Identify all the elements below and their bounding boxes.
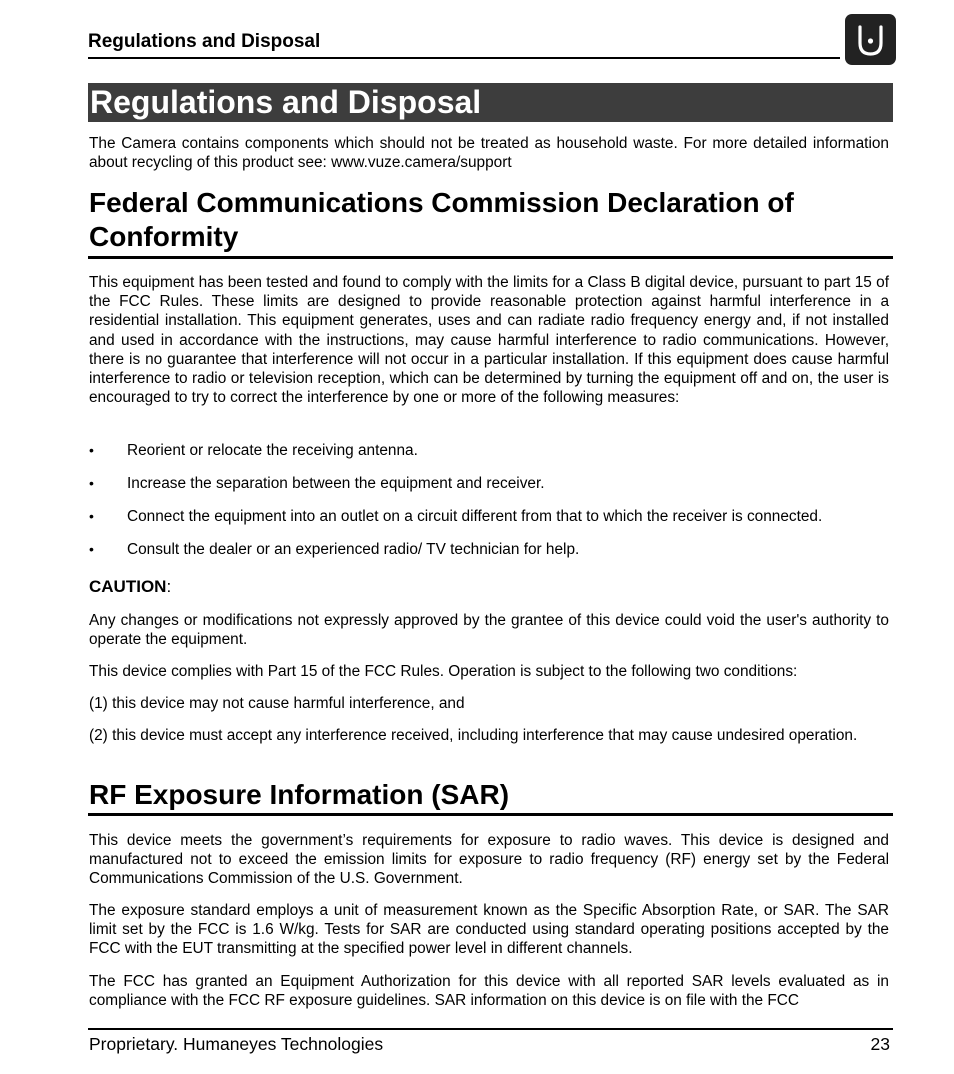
bullet-icon: • bbox=[89, 475, 94, 491]
caution-label bbox=[89, 577, 171, 597]
caution-word: CAUTION bbox=[89, 577, 167, 596]
rf-paragraph-1: This device meets the government’s requirements for exposure to radio waves. This device is designed and manufactured not to exceed the emission limits for exposure to radio frequency (RF) energy set by the Federal Communications Commission of the U.S. Government. bbox=[89, 832, 889, 888]
list-item-text: Increase the separation between the equipment and receiver. bbox=[127, 475, 545, 492]
compliance-paragraph: This device complies with Part 15 of the FCC Rules. Operation is subject to the following two conditions: bbox=[89, 663, 798, 680]
caution-colon: : bbox=[166, 577, 172, 596]
fcc-heading-rule bbox=[88, 256, 893, 259]
intro-paragraph: The Camera contains components which should not be treated as household waste. For more detailed information about recycling of this product see: www.vuze.camera/support bbox=[89, 135, 889, 172]
rf-paragraph-2: The exposure standard employs a unit of measurement known as the Specific Absorption Rate, or SAR. The SAR limit set by the FCC is 1.6 W/kg. Tests for SAR are conducted using standard operating positions accepted by the FCC with the EUT transmitting at the specified power level in different channels. bbox=[89, 902, 889, 958]
rf-heading-rule bbox=[88, 813, 893, 816]
page-number: 23 bbox=[870, 1034, 890, 1054]
section-title: Regulations and Disposal bbox=[88, 83, 893, 122]
condition-1: (1) this device may not cause harmful interference, and bbox=[89, 695, 465, 712]
caution-paragraph: Any changes or modifications not expressly approved by the grantee of this device could void the user's authority to operate the equipment. bbox=[89, 612, 889, 649]
running-header: Regulations and Disposal bbox=[88, 30, 840, 59]
list-item-text: Connect the equipment into an outlet on a circuit different from that to which the receiver is connected. bbox=[127, 508, 823, 525]
rf-heading: RF Exposure Information (SAR) bbox=[89, 779, 510, 810]
vuze-logo-icon bbox=[845, 14, 896, 65]
fcc-heading: Federal Communications Commission Declaration of Conformity bbox=[89, 187, 794, 252]
list-item-text: Consult the dealer or an experienced radio/ TV technician for help. bbox=[127, 541, 580, 558]
bullet-icon: • bbox=[89, 442, 94, 458]
footer-rule bbox=[88, 1028, 893, 1030]
list-item-text: Reorient or relocate the receiving antenna. bbox=[127, 442, 418, 459]
bullet-icon: • bbox=[89, 508, 94, 524]
condition-2: (2) this device must accept any interference received, including interference that may cause undesired operation. bbox=[89, 727, 858, 744]
fcc-paragraph: This equipment has been tested and found to comply with the limits for a Class B digital device, pursuant to part 15 of the FCC Rules. These limits are designed to provide reasonable protection against harmful interference in a residential installation. This equipment generates, uses and can radiate radio frequency energy and, if not installed and used in accordance with the instructions, may cause harmful interference to radio communications. However, there is no guarantee that interference will not occur in a particular installation. If this equipment does cause harmful interference to radio or television reception, which can be determined by turning the equipment off and on, the user is encouraged to try to correct the interference by one or more of the following measures: bbox=[89, 274, 889, 407]
footer-company: Proprietary. Humaneyes Technologies bbox=[89, 1034, 384, 1054]
rf-paragraph-3: The FCC has granted an Equipment Authorization for this device with all reported SAR levels evaluated as in compliance with the FCC RF exposure guidelines. SAR information on this device is on file with the FCC bbox=[89, 973, 889, 1010]
bullet-icon: • bbox=[89, 541, 94, 557]
